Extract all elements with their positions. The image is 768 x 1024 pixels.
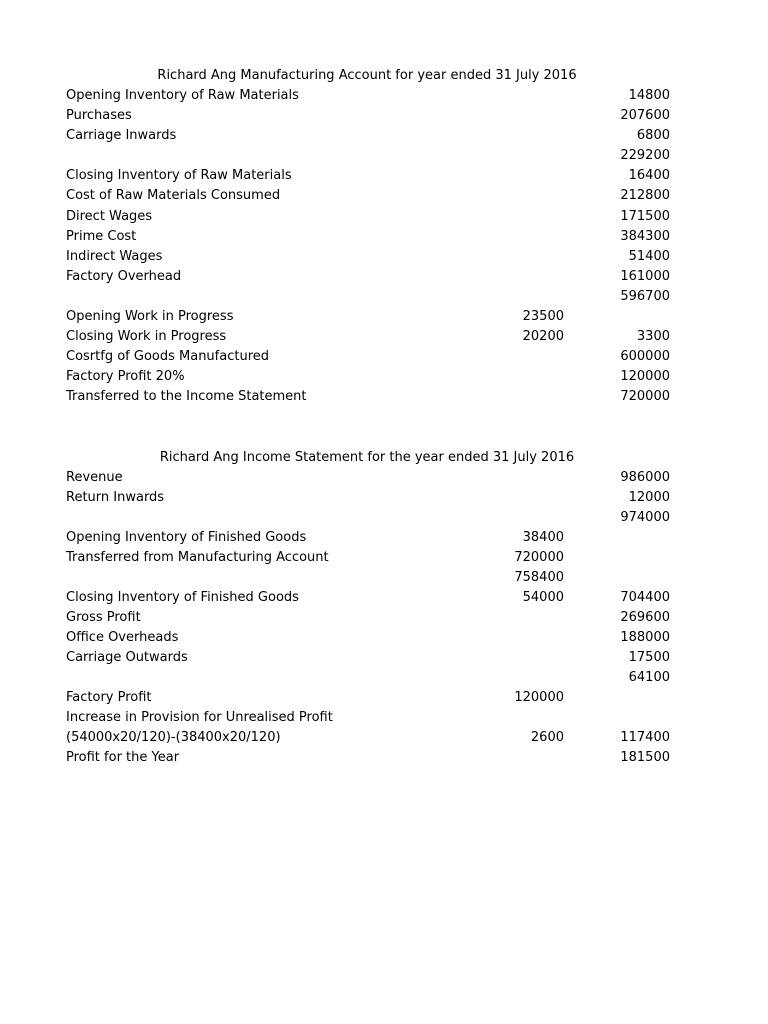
table-row [0, 267, 768, 287]
row-label: Carriage Outwards [66, 650, 188, 665]
row-amount: 181500 [620, 750, 670, 765]
row-amount: 14800 [628, 88, 670, 103]
row-label: Cosrtfg of Goods Manufactured [66, 349, 270, 364]
row-amount: 17500 [628, 650, 670, 665]
row-label: Indirect Wages [66, 249, 163, 264]
row-amount: 384300 [620, 229, 670, 244]
row-label: Factory Overhead [66, 269, 182, 284]
table-row [0, 146, 768, 166]
row-amount: 16400 [628, 168, 670, 183]
row-label: Purchases [66, 108, 132, 123]
row-amount: 64100 [628, 670, 670, 685]
row-label: Gross Profit [66, 610, 141, 625]
table-row [0, 307, 768, 327]
row-label: Closing Inventory of Finished Goods [66, 590, 299, 605]
table-row [0, 608, 768, 628]
table-row [0, 528, 768, 548]
table-row [0, 688, 768, 708]
row-amount: 3300 [636, 329, 670, 344]
table-row [0, 207, 768, 227]
table-row [0, 287, 768, 307]
row-amount: 12000 [628, 490, 670, 505]
table-row [0, 708, 768, 728]
row-mid-value: 20200 [522, 329, 564, 344]
row-label: Increase in Provision for Unrealised Profit [66, 710, 333, 725]
table-row [0, 588, 768, 608]
table-row [0, 488, 768, 508]
table-row [0, 468, 768, 488]
row-amount: 600000 [620, 349, 670, 364]
row-label: Transferred to the Income Statement [66, 389, 307, 404]
row-label: Factory Profit 20% [66, 369, 185, 384]
row-amount: 51400 [628, 249, 670, 264]
row-amount: 720000 [620, 389, 670, 404]
row-mid-value: 54000 [522, 590, 564, 605]
row-label: Direct Wages [66, 209, 153, 224]
row-mid-value: 23500 [522, 309, 564, 324]
row-mid-value: 720000 [514, 550, 564, 565]
row-amount: 6800 [636, 128, 670, 143]
table-row [0, 86, 768, 106]
row-amount: 171500 [620, 209, 670, 224]
row-mid-value: 758400 [514, 570, 564, 585]
table-row [0, 247, 768, 267]
table-row [0, 106, 768, 126]
income-statement-title: Richard Ang Income Statement for the year ended 31 July 2016 [159, 450, 575, 465]
row-amount: 188000 [620, 630, 670, 645]
row-amount: 986000 [620, 470, 670, 485]
row-label: Return Inwards [66, 490, 165, 505]
table-row [0, 367, 768, 387]
row-amount: 229200 [620, 148, 670, 163]
table-row [0, 568, 768, 588]
row-label: (54000x20/120)-(38400x20/120) [66, 730, 281, 745]
table-row [0, 668, 768, 688]
row-amount: 704400 [620, 590, 670, 605]
table-row [0, 508, 768, 528]
row-amount: 161000 [620, 269, 670, 284]
table-row [0, 748, 768, 768]
row-label: Profit for the Year [66, 750, 180, 765]
row-amount: 120000 [620, 369, 670, 384]
row-amount: 269600 [620, 610, 670, 625]
table-row [0, 728, 768, 748]
row-label: Closing Inventory of Raw Materials [66, 168, 292, 183]
table-row [0, 327, 768, 347]
table-row [0, 347, 768, 367]
table-row [0, 186, 768, 206]
row-label: Prime Cost [66, 229, 137, 244]
row-mid-value: 120000 [514, 690, 564, 705]
row-amount: 207600 [620, 108, 670, 123]
table-row [0, 648, 768, 668]
table-row [0, 548, 768, 568]
row-label: Closing Work in Progress [66, 329, 227, 344]
row-label: Opening Inventory of Raw Materials [66, 88, 299, 103]
table-row [0, 166, 768, 186]
row-label: Carriage Inwards [66, 128, 177, 143]
table-row [0, 126, 768, 146]
row-label: Office Overheads [66, 630, 179, 645]
row-mid-value: 2600 [530, 730, 564, 745]
row-amount: 212800 [620, 188, 670, 203]
row-amount: 596700 [620, 289, 670, 304]
row-mid-value: 38400 [522, 530, 564, 545]
row-label: Opening Inventory of Finished Goods [66, 530, 307, 545]
row-label: Cost of Raw Materials Consumed [66, 188, 281, 203]
row-amount: 974000 [620, 510, 670, 525]
table-row [0, 227, 768, 247]
row-label: Transferred from Manufacturing Account [66, 550, 329, 565]
row-label: Factory Profit [66, 690, 152, 705]
table-row [0, 628, 768, 648]
row-label: Opening Work in Progress [66, 309, 234, 324]
table-row [0, 387, 768, 407]
row-amount: 117400 [620, 730, 670, 745]
row-label: Revenue [66, 470, 123, 485]
manufacturing-account-title: Richard Ang Manufacturing Account for year ended 31 July 2016 [157, 68, 577, 83]
